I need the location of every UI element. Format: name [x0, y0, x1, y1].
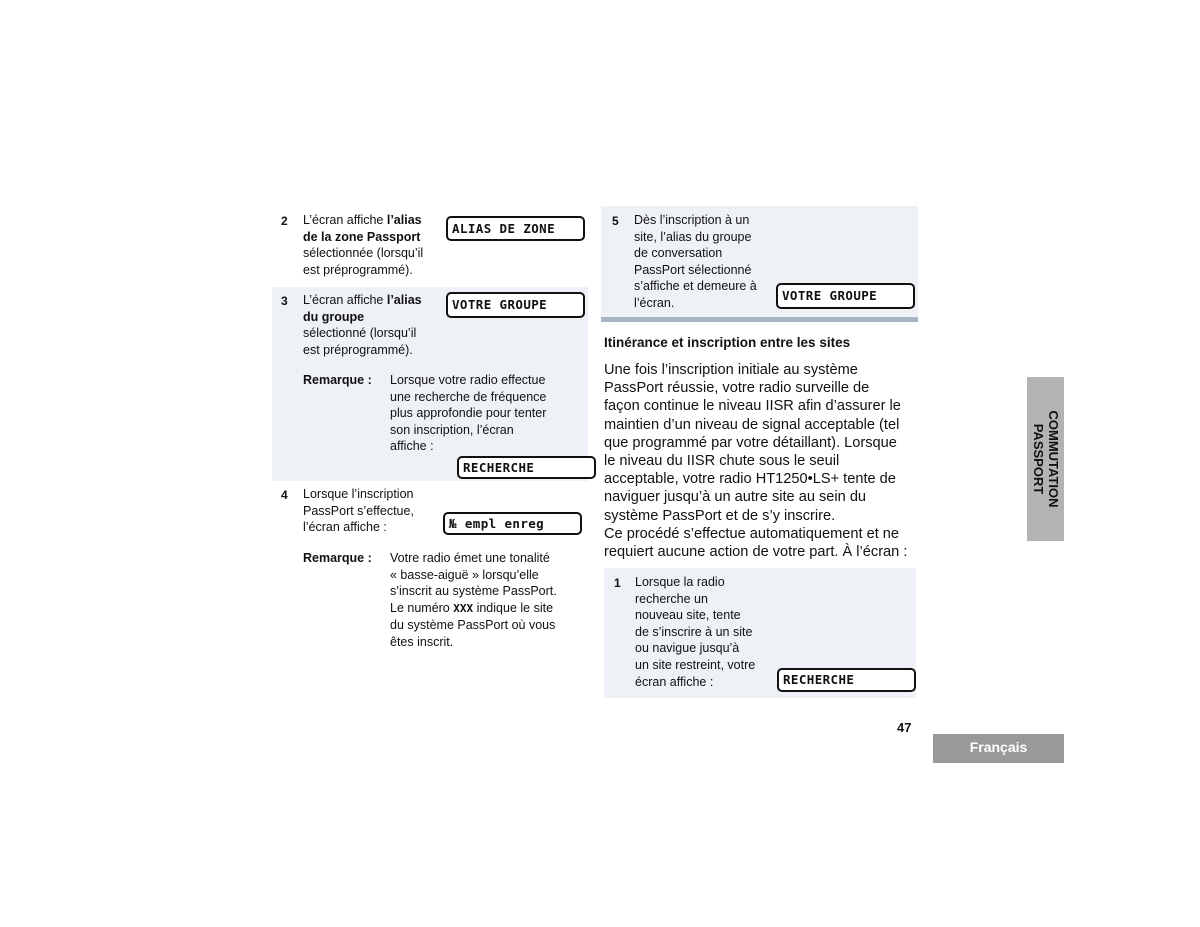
paragraph-line: que programmé par votre détaillant). Lorsque [604, 434, 897, 451]
step-1-line: un site restreint, votre [635, 657, 756, 672]
step-2-line-3: sélectionnée (lorsqu’il [303, 246, 424, 261]
site-code: XXX [453, 601, 474, 615]
step-1-line: Lorsque la radio [635, 575, 725, 589]
note-pre: Le numéro [390, 600, 454, 615]
display-no-empl-enreg: № empl enreg [443, 512, 582, 535]
step-4-note-line: s’inscrit au système PassPort. [390, 584, 557, 599]
step-5-line: s’affiche et demeure à [634, 279, 757, 294]
step-4-note-text [390, 550, 585, 651]
step-4-note-line: êtes inscrit. [390, 634, 454, 649]
step-2-bold-2: de la zone Passport [303, 229, 421, 244]
paragraph-line: requiert aucune action de votre part. À l’écran : [604, 544, 908, 561]
step-1-line: écran affiche : [635, 674, 714, 689]
language-tab: Français [933, 734, 1064, 763]
step-1-line: nouveau site, tente [635, 608, 741, 623]
paragraph-line: maintien d’un niveau de signal acceptable (tel [604, 416, 900, 433]
step-4-note-line-code [390, 600, 585, 618]
step-2-number: 2 [281, 214, 288, 228]
display-votre-groupe-left: VOTRE GROUPE [446, 292, 585, 318]
step-3-note-line: plus approfondie pour tenter [390, 406, 547, 421]
step-4-note-line: Votre radio émet une tonalité [390, 551, 550, 565]
step-3-note-line: une recherche de fréquence [390, 389, 547, 404]
step-3-pre: L’écran affiche [303, 293, 387, 307]
step-3-line-4: est préprogrammé). [303, 342, 413, 357]
step-5-line: site, l’alias du groupe [634, 229, 752, 244]
step-4-note-line: du système PassPort où vous [390, 618, 556, 633]
paragraph-line: Une fois l’inscription initiale au système [604, 362, 858, 378]
step-5-line: de conversation [634, 246, 723, 261]
paragraph-line: le niveau du IISR chute sous le seuil [604, 453, 840, 470]
step-1-line: ou navigue jusqu’à [635, 641, 740, 656]
step-3-note-label: Remarque : [303, 373, 372, 387]
step-4-line: PassPort s’effectue, [303, 503, 414, 518]
section-heading: Itinérance et inscription entre les sites [604, 335, 851, 350]
step-3-note-line: Lorsque votre radio effectue [390, 373, 546, 387]
display-recherche-left: RECHERCHE [457, 456, 596, 479]
step-2-line-4: est préprogrammé). [303, 262, 413, 277]
display-alias-de-zone: ALIAS DE ZONE [446, 216, 585, 241]
display-votre-groupe-right: VOTRE GROUPE [776, 283, 915, 309]
step-3-note-line: affiche : [390, 439, 434, 454]
step-3-bold-2: du groupe [303, 309, 365, 324]
paragraph-line: acceptable, votre radio HT1250•LS+ tente de [604, 471, 896, 488]
step-5-number: 5 [612, 214, 619, 228]
display-recherche-right: RECHERCHE [777, 668, 916, 692]
step-5-line: l’écran. [634, 295, 675, 310]
paragraph-line: PassPort réussie, votre radio surveille de [604, 380, 870, 397]
step-1-number: 1 [614, 576, 621, 590]
step-3-text [303, 292, 448, 358]
step-4-line: l’écran affiche : [303, 520, 387, 535]
step-4-note-line: « basse-aiguë » lorsqu’elle [390, 567, 539, 582]
paragraph-line: façon continue le niveau IISR afin d’assurer le [604, 398, 901, 415]
note-post: indique le site [473, 600, 554, 615]
step-3-line-3: sélectionné (lorsqu’il [303, 326, 417, 341]
step-2-pre: L’écran affiche [303, 213, 387, 227]
step-2-bold-1: l’alias [386, 213, 422, 227]
section-paragraph [604, 361, 924, 561]
step-5-line: PassPort sélectionné [634, 262, 752, 277]
paragraph-line: naviguer jusqu’à un autre site au sein du [604, 489, 867, 506]
step-2-text [303, 212, 448, 278]
step-3-note-line: son inscription, l’écran [390, 422, 514, 437]
step-3-number: 3 [281, 294, 288, 308]
step-3-note-text [390, 372, 580, 455]
section-side-tab [1027, 377, 1064, 541]
step-1-text [635, 574, 775, 690]
step-4-text [303, 486, 443, 536]
paragraph-line: système PassPort et de s’y inscrire. [604, 507, 836, 524]
step-1-line: recherche un [635, 591, 708, 606]
step-4-number: 4 [281, 488, 288, 502]
step-4-note-label: Remarque : [303, 551, 372, 565]
side-tab-line-2: PASSPORT [1030, 423, 1046, 495]
page-number: 47 [897, 720, 912, 735]
step-1-line: de s’inscrire à un site [635, 624, 753, 639]
step-3-bold-1: l’alias [386, 293, 422, 307]
section-divider [601, 317, 918, 322]
side-tab-line-1: COMMUTATION [1045, 410, 1061, 508]
step-4-line: Lorsque l’inscription [303, 487, 414, 501]
side-tab-label [1031, 411, 1061, 508]
step-5-line: Dès l’inscription à un [634, 213, 750, 227]
paragraph-line: Ce procédé s’effectue automatiquement et ne [604, 525, 900, 542]
step-5-text [634, 212, 774, 312]
